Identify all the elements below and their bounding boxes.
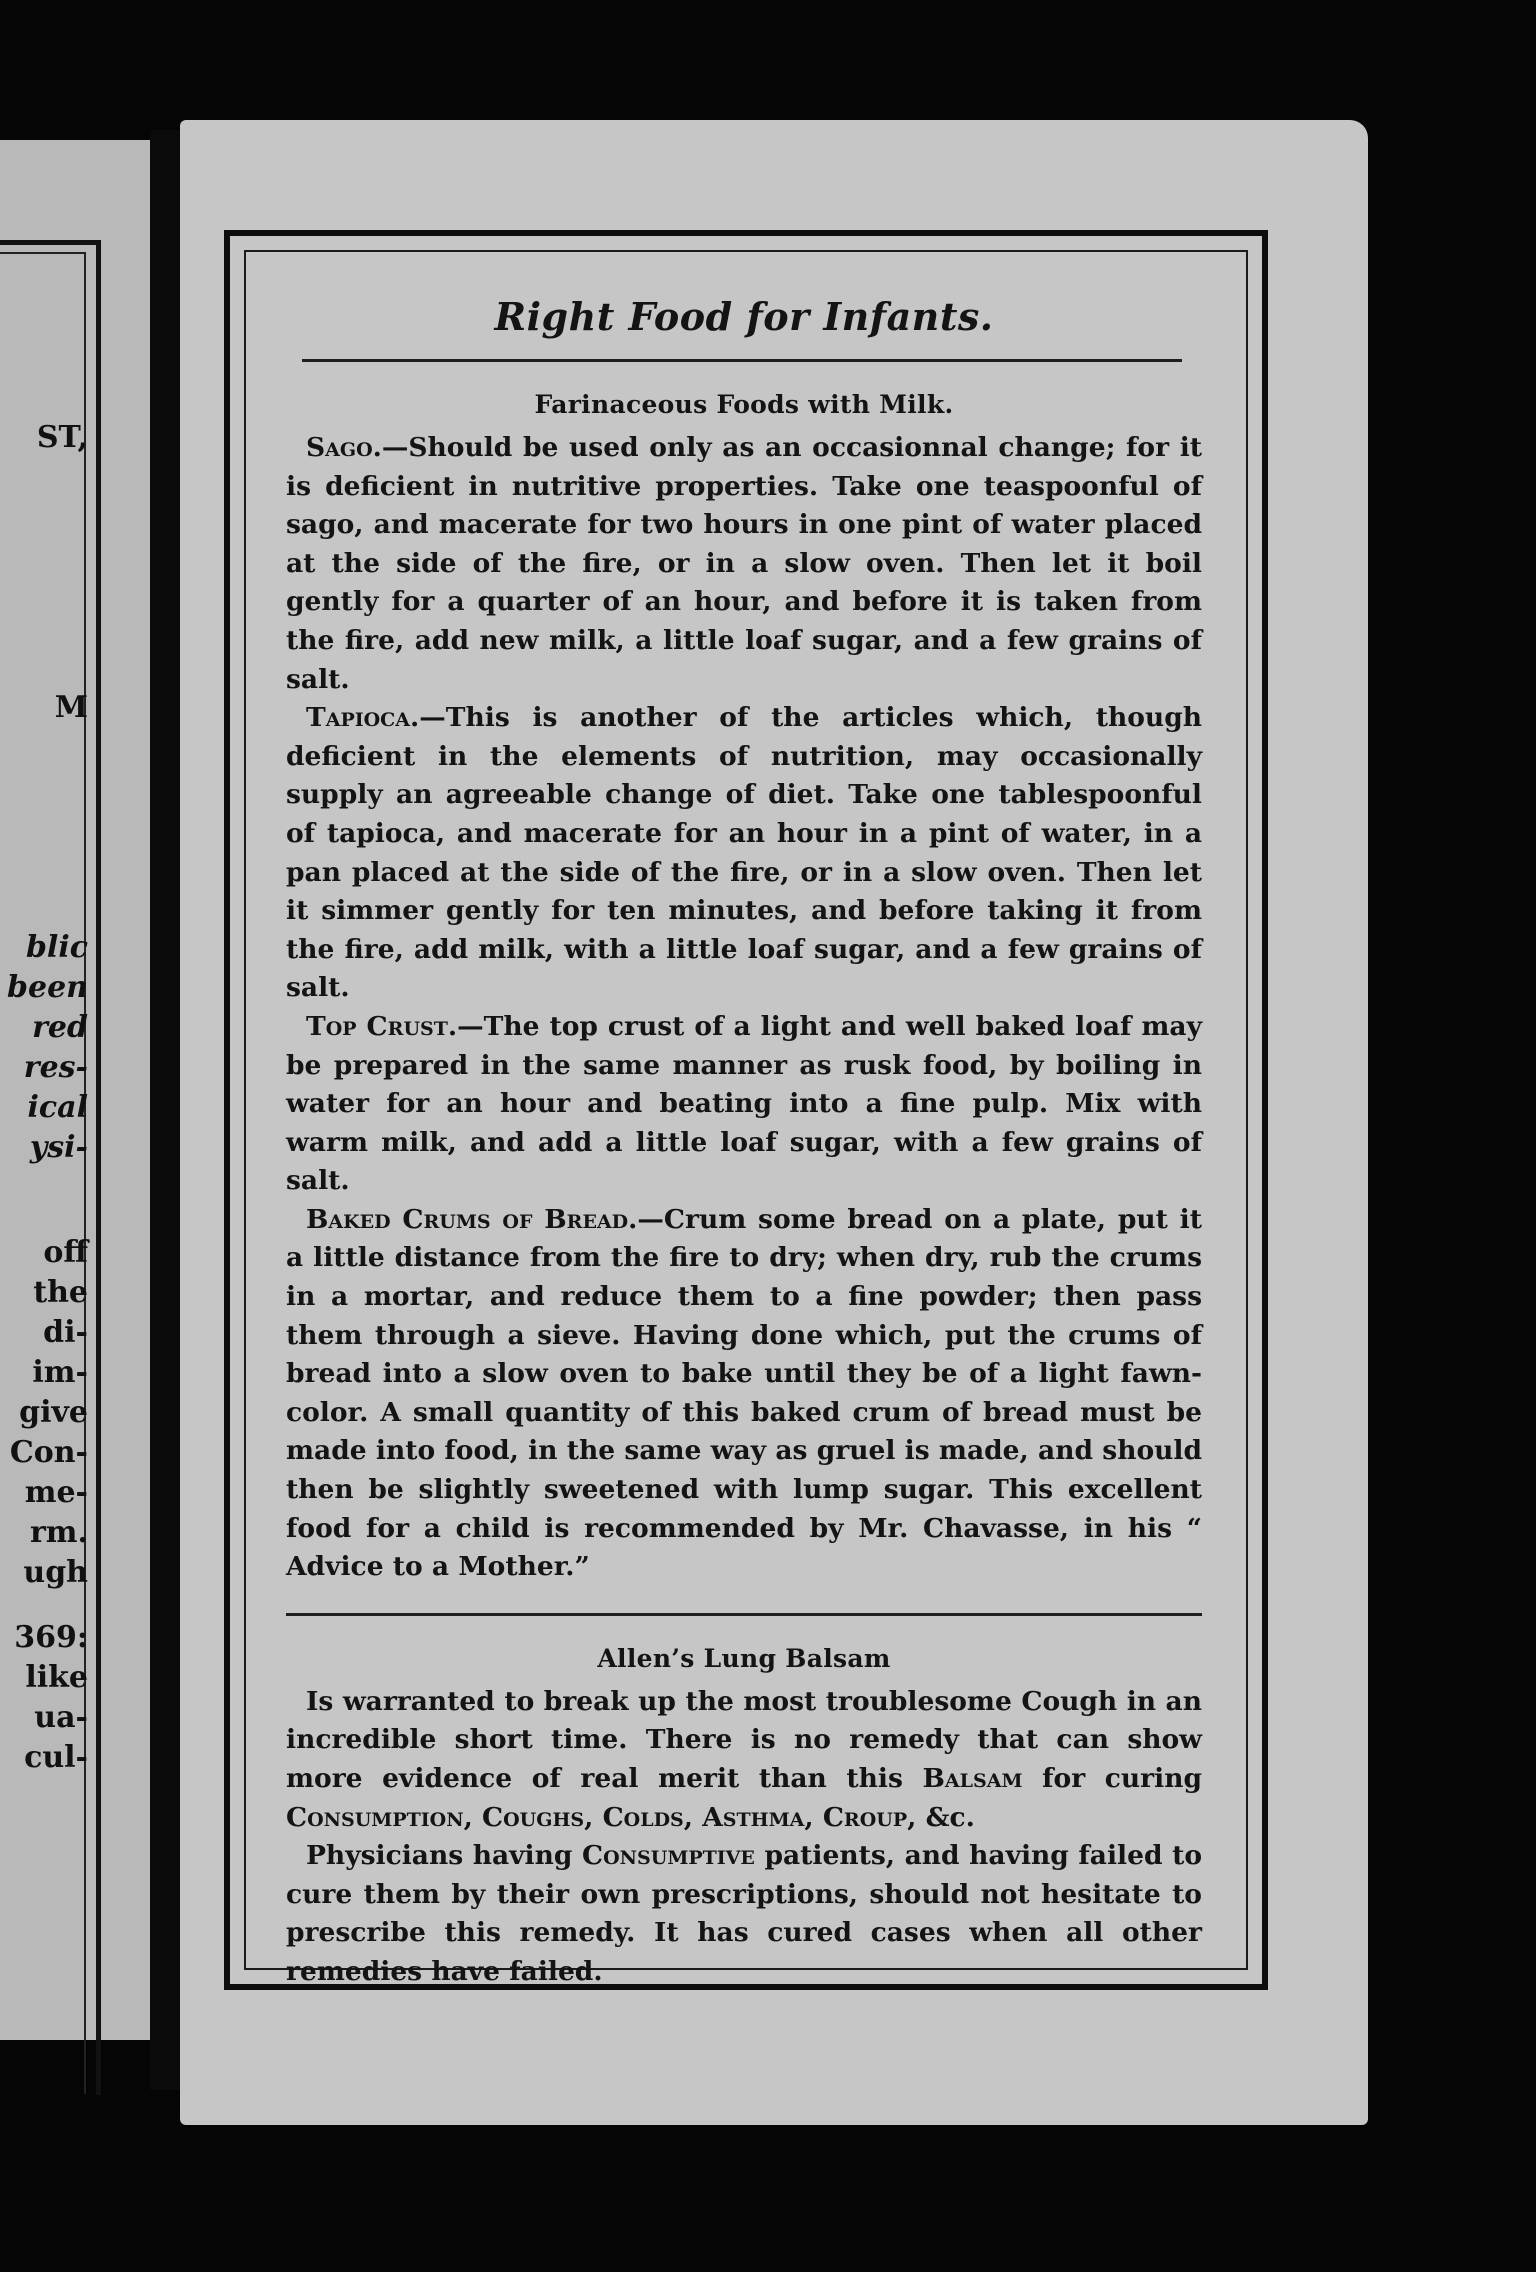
previous-page-fragment: me- — [24, 1475, 88, 1510]
entry-baked-crums — [286, 1201, 1202, 1587]
previous-page-fragment: ua- — [34, 1700, 88, 1735]
entry-term: Top Crust. — [306, 1010, 458, 1042]
entry-text: —Crum some bread on a plate, put it a little distance from the fire to dry; when dry, rub the crums in a mortar, and reduce them to a fine powder; then pass them through a sieve. Having done which, put the crums of bread into a slow oven to bake until they be of a light fawn-color. A small quantity of this baked crum of bread must be made into food, in the same way as gruel is made, and should then be slightly sweetened with lump sugar. This excellent food for a child is recommended by Mr. Chavasse, in his “ Advice to a Mother.” — [286, 1203, 1202, 1583]
balsam-text: &c. — [916, 1801, 975, 1833]
previous-page-fragment: 369: — [14, 1620, 88, 1655]
previous-page-fragment: di- — [43, 1315, 88, 1350]
page-content — [286, 252, 1202, 1992]
balsam-name: Balsam — [922, 1763, 1023, 1794]
previous-page-fragment: blic — [25, 930, 88, 965]
previous-page-edge — [0, 140, 150, 2040]
balsam-text: patients, and having failed to cure them by their own prescriptions, should not hesitate to prescribe this remedy. It has cured cases when all other remedies have failed. — [286, 1840, 1203, 1987]
previous-page-fragment: cul- — [24, 1740, 88, 1775]
entry-top-crust — [286, 1008, 1202, 1201]
previous-page-fragment: Con- — [9, 1435, 88, 1470]
previous-page-fragment: res- — [23, 1050, 88, 1085]
balsam-consumptive: Consumptive — [582, 1840, 755, 1872]
previous-page-fragment: red — [32, 1010, 88, 1045]
previous-page-fragment: the — [33, 1275, 88, 1310]
title-rule — [302, 359, 1182, 362]
previous-page-fragment: ST, — [36, 420, 88, 455]
previous-page-fragment: ical — [27, 1090, 88, 1125]
entry-term: Tapioca. — [306, 702, 420, 734]
balsam-text: for curing — [1022, 1763, 1202, 1794]
entry-sago — [286, 429, 1202, 699]
previous-page-fragment: give — [19, 1395, 88, 1430]
entry-text: —Should be used only as an occasionnal change; for it is deficient in nutritive properties. Take one teaspoonful of sago, and macerate for two hours in one pint of water placed at the side of the fire, or in a slow oven. Then let it boil gently for a quarter of an hour, and before it is taken from the fire, add new milk, a little loaf sugar, and a few grains of salt. — [286, 432, 1202, 695]
section-heading-lung-balsam: Allen’s Lung Balsam — [597, 1643, 891, 1673]
previous-page-inner-frame — [0, 252, 86, 2094]
section-heading-farinaceous: Farinaceous Foods with Milk. — [534, 390, 954, 419]
previous-page-fragment: like — [25, 1660, 88, 1695]
previous-page-fragment: ysi- — [29, 1130, 88, 1165]
entry-term: Baked Crums of Bread. — [306, 1203, 638, 1235]
previous-page-fragment: off — [43, 1235, 88, 1270]
balsam-paragraph-2 — [286, 1837, 1202, 1991]
balsam-ailments: Consumption, Coughs, Colds, Asthma, Croup, — [286, 1801, 917, 1833]
previous-page-fragment: rm. — [30, 1515, 88, 1550]
previous-page-fragment: im- — [32, 1355, 88, 1390]
section-divider — [286, 1613, 1202, 1616]
book-gutter — [150, 130, 180, 2090]
entry-text: —The top crust of a light and well baked loaf may be prepared in the same manner as rusk food, by boiling in water for an hour and beating into a fine pulp. Mix with warm milk, and add a little loaf sugar, with a few grains of salt. — [286, 1010, 1202, 1197]
page — [180, 120, 1368, 2125]
page-title: Right Food for Infants. — [494, 294, 994, 339]
previous-page-fragment: ugh — [23, 1555, 88, 1590]
balsam-paragraph-1 — [286, 1683, 1202, 1837]
page-outer-frame — [224, 230, 1268, 1990]
entry-term: Sago. — [306, 432, 382, 463]
balsam-text: Physicians having — [306, 1840, 583, 1872]
entry-tapioca — [286, 699, 1202, 1008]
entry-text: —This is another of the articles which, though deficient in the elements of nutrition, may occasionally supply an agreeable change of diet. Take one tablespoonful of tapioca, and macerate for an hour in a pint of water, in a pan placed at the side of the fire, or in a slow oven. Then let it simmer gently for ten minutes, and before taking it from the fire, add milk, with a little loaf sugar, and a few grains of salt. — [286, 702, 1202, 1004]
page-inner-frame — [244, 250, 1248, 1987]
previous-page-fragment: been — [7, 970, 88, 1005]
previous-page-fragment: M — [54, 690, 88, 725]
balsam-text: Is warranted to break up the most troublesome Cough in an incredible short time. There is no remedy that can show more evidence of real merit than this — [286, 1685, 1202, 1794]
